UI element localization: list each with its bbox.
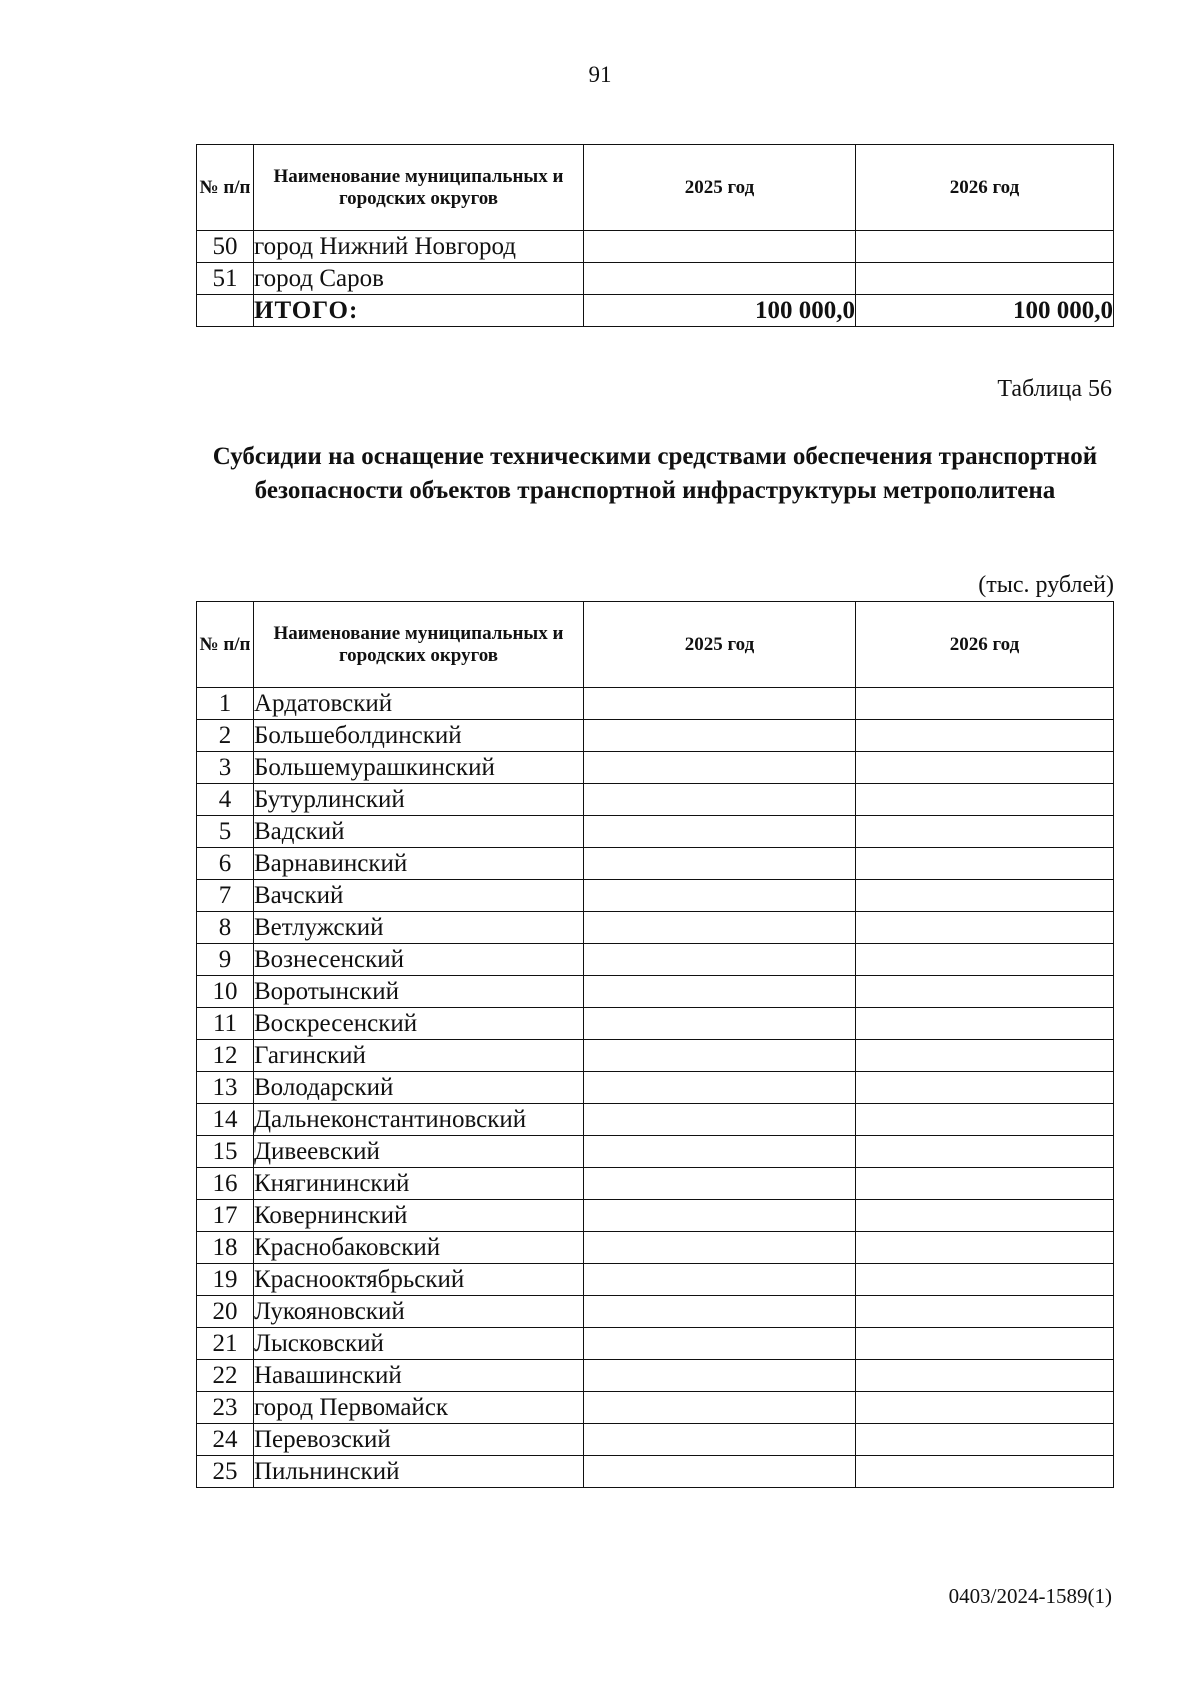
table-row xyxy=(197,720,1114,752)
row-name: Дальнеконстантиновский xyxy=(254,1104,584,1136)
total-value-2025: 100 000,0 xyxy=(584,295,856,327)
header-2026: 2026 год xyxy=(856,145,1114,231)
row-value-2025 xyxy=(584,1424,856,1456)
row-name: Гагинский xyxy=(254,1040,584,1072)
row-name: Вадский xyxy=(254,816,584,848)
row-number: 16 xyxy=(197,1168,254,1200)
row-value-2025 xyxy=(584,231,856,263)
row-value-2026 xyxy=(856,848,1114,880)
row-value-2026 xyxy=(856,1328,1114,1360)
row-value-2026 xyxy=(856,1072,1114,1104)
table-row xyxy=(197,1008,1114,1040)
row-value-2026 xyxy=(856,1456,1114,1488)
row-value-2025 xyxy=(584,848,856,880)
row-name: Большемурашкинский xyxy=(254,752,584,784)
row-name: Краснооктябрьский xyxy=(254,1264,584,1296)
row-number: 11 xyxy=(197,1008,254,1040)
row-name: город Первомайск xyxy=(254,1392,584,1424)
row-number: 6 xyxy=(197,848,254,880)
total-value-2026: 100 000,0 xyxy=(856,295,1114,327)
row-value-2026 xyxy=(856,912,1114,944)
table-header-row xyxy=(197,602,1114,688)
table-row xyxy=(197,688,1114,720)
row-value-2026 xyxy=(856,880,1114,912)
row-name: Воскресенский xyxy=(254,1008,584,1040)
row-value-2026 xyxy=(856,1008,1114,1040)
row-value-2025 xyxy=(584,1072,856,1104)
row-number: 21 xyxy=(197,1328,254,1360)
table-body xyxy=(197,688,1114,1488)
row-value-2026 xyxy=(856,688,1114,720)
table-row xyxy=(197,1040,1114,1072)
row-value-2026 xyxy=(856,1232,1114,1264)
row-value-2026 xyxy=(856,816,1114,848)
document-code: 0403/2024-1589(1) xyxy=(948,1584,1112,1608)
row-number: 19 xyxy=(197,1264,254,1296)
table-row xyxy=(197,1104,1114,1136)
row-number: 25 xyxy=(197,1456,254,1488)
row-number: 9 xyxy=(197,944,254,976)
row-name: город Саров xyxy=(254,263,584,295)
row-name: Дивеевский xyxy=(254,1136,584,1168)
row-name: Большеболдинский xyxy=(254,720,584,752)
row-value-2025 xyxy=(584,784,856,816)
row-name: город Нижний Новгород xyxy=(254,231,584,263)
row-number: 22 xyxy=(197,1360,254,1392)
row-value-2025 xyxy=(584,976,856,1008)
row-name: Володарский xyxy=(254,1072,584,1104)
row-value-2026 xyxy=(856,944,1114,976)
row-value-2026 xyxy=(856,1296,1114,1328)
row-name: Ардатовский xyxy=(254,688,584,720)
row-name: Перевозский xyxy=(254,1424,584,1456)
row-number: 5 xyxy=(197,816,254,848)
row-name: Воротынский xyxy=(254,976,584,1008)
row-value-2025 xyxy=(584,1040,856,1072)
row-name: Вачский xyxy=(254,880,584,912)
row-number: 51 xyxy=(197,263,254,295)
row-value-2026 xyxy=(856,752,1114,784)
row-value-2026 xyxy=(856,1136,1114,1168)
row-value-2025 xyxy=(584,1264,856,1296)
units-label: (тыс. рублей) xyxy=(978,572,1114,598)
row-number: 18 xyxy=(197,1232,254,1264)
table-row xyxy=(197,848,1114,880)
table-continuation xyxy=(196,144,1114,327)
total-label: ИТОГО: xyxy=(254,295,584,327)
row-number: 1 xyxy=(197,688,254,720)
table-row xyxy=(197,1424,1114,1456)
row-value-2025 xyxy=(584,912,856,944)
table-body xyxy=(197,231,1114,327)
row-value-2026 xyxy=(856,1360,1114,1392)
table-row xyxy=(197,976,1114,1008)
row-value-2026 xyxy=(856,720,1114,752)
header-2025: 2025 год xyxy=(584,145,856,231)
row-number: 13 xyxy=(197,1072,254,1104)
header-2026: 2026 год xyxy=(856,602,1114,688)
table-row xyxy=(197,1200,1114,1232)
row-number: 20 xyxy=(197,1296,254,1328)
row-number: 4 xyxy=(197,784,254,816)
row-value-2025 xyxy=(584,263,856,295)
row-name: Ковернинский xyxy=(254,1200,584,1232)
row-number: 3 xyxy=(197,752,254,784)
row-name: Бутурлинский xyxy=(254,784,584,816)
table-row xyxy=(197,912,1114,944)
table-row xyxy=(197,784,1114,816)
row-name: Княгининский xyxy=(254,1168,584,1200)
row-value-2025 xyxy=(584,880,856,912)
row-value-2025 xyxy=(584,720,856,752)
row-value-2025 xyxy=(584,1136,856,1168)
table-row xyxy=(197,880,1114,912)
table-row xyxy=(197,1328,1114,1360)
row-value-2026 xyxy=(856,1200,1114,1232)
row-value-2026 xyxy=(856,1168,1114,1200)
row-value-2025 xyxy=(584,1360,856,1392)
row-number: 10 xyxy=(197,976,254,1008)
header-num: № п/п xyxy=(197,145,254,231)
table-row xyxy=(197,816,1114,848)
row-number: 14 xyxy=(197,1104,254,1136)
row-value-2025 xyxy=(584,752,856,784)
header-name: Наименование муниципальных и городских округов xyxy=(254,145,584,231)
row-number: 8 xyxy=(197,912,254,944)
row-value-2025 xyxy=(584,1168,856,1200)
row-name: Навашинский xyxy=(254,1360,584,1392)
table-row xyxy=(197,1264,1114,1296)
table-row xyxy=(197,1136,1114,1168)
table-row xyxy=(197,1296,1114,1328)
row-value-2025 xyxy=(584,1296,856,1328)
row-value-2025 xyxy=(584,944,856,976)
row-number: 23 xyxy=(197,1392,254,1424)
row-value-2025 xyxy=(584,816,856,848)
table-subsidies xyxy=(196,601,1114,1488)
row-number: 12 xyxy=(197,1040,254,1072)
row-value-2026 xyxy=(856,231,1114,263)
total-row xyxy=(197,295,1114,327)
row-name: Варнавинский xyxy=(254,848,584,880)
row-value-2026 xyxy=(856,1040,1114,1072)
row-number: 17 xyxy=(197,1200,254,1232)
row-value-2026 xyxy=(856,1392,1114,1424)
row-number: 24 xyxy=(197,1424,254,1456)
table-title: Субсидии на оснащение техническими средствами обеспечения транспортной безопасности объектов транспортной инфраструктуры метрополитена xyxy=(212,443,1098,504)
row-value-2026 xyxy=(856,1264,1114,1296)
table-header-row xyxy=(197,145,1114,231)
row-value-2025 xyxy=(584,1104,856,1136)
total-num-empty xyxy=(197,295,254,327)
table-row xyxy=(197,231,1114,263)
row-name: Лысковский xyxy=(254,1328,584,1360)
row-value-2026 xyxy=(856,784,1114,816)
row-number: 50 xyxy=(197,231,254,263)
row-value-2025 xyxy=(584,688,856,720)
table-number-label: Таблица 56 xyxy=(997,376,1112,402)
table-row xyxy=(197,752,1114,784)
page-number: 91 xyxy=(588,62,612,87)
row-value-2026 xyxy=(856,1104,1114,1136)
row-value-2025 xyxy=(584,1328,856,1360)
header-2025: 2025 год xyxy=(584,602,856,688)
row-value-2025 xyxy=(584,1392,856,1424)
row-name: Краснобаковский xyxy=(254,1232,584,1264)
table-row xyxy=(197,263,1114,295)
row-value-2025 xyxy=(584,1232,856,1264)
table-row xyxy=(197,944,1114,976)
row-name: Пильнинский xyxy=(254,1456,584,1488)
table-row xyxy=(197,1360,1114,1392)
row-number: 15 xyxy=(197,1136,254,1168)
row-value-2025 xyxy=(584,1456,856,1488)
header-name: Наименование муниципальных и городских округов xyxy=(254,602,584,688)
row-value-2025 xyxy=(584,1008,856,1040)
table-row xyxy=(197,1168,1114,1200)
table-row xyxy=(197,1232,1114,1264)
row-name: Лукояновский xyxy=(254,1296,584,1328)
row-value-2026 xyxy=(856,976,1114,1008)
row-value-2026 xyxy=(856,263,1114,295)
table-row xyxy=(197,1392,1114,1424)
header-num: № п/п xyxy=(197,602,254,688)
row-name: Ветлужский xyxy=(254,912,584,944)
row-value-2025 xyxy=(584,1200,856,1232)
table-row xyxy=(197,1072,1114,1104)
row-number: 2 xyxy=(197,720,254,752)
table-row xyxy=(197,1456,1114,1488)
row-value-2026 xyxy=(856,1424,1114,1456)
row-number: 7 xyxy=(197,880,254,912)
row-name: Вознесенский xyxy=(254,944,584,976)
